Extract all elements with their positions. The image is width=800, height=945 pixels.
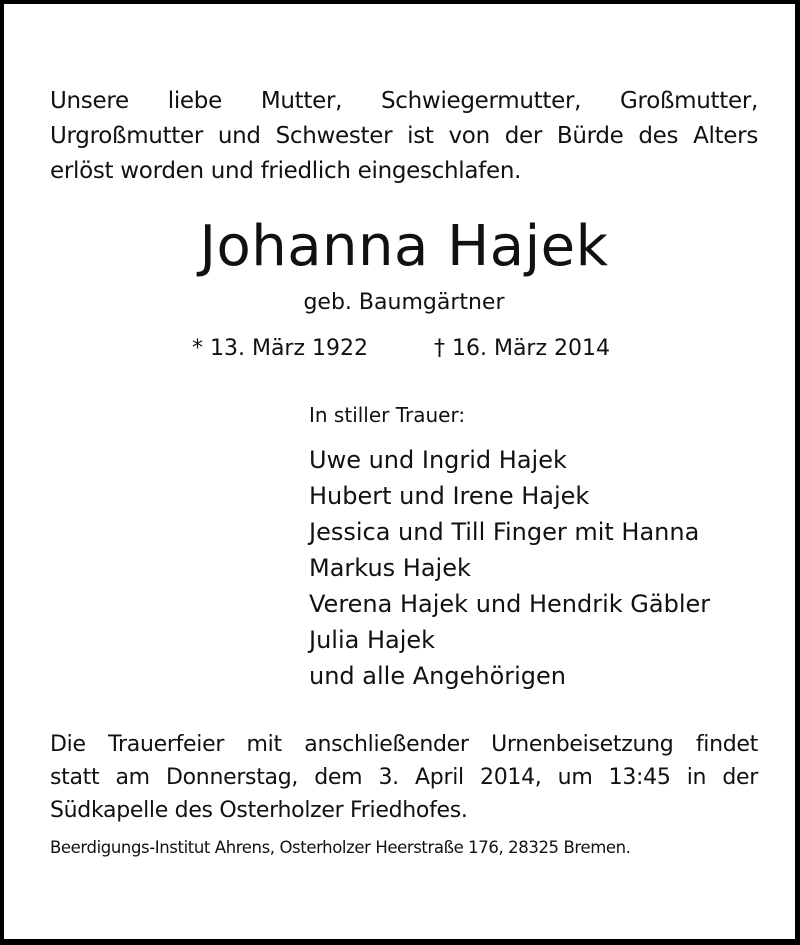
intro-line: Urgroßmutter und Schwester ist von der Bürde des Alters (50, 123, 758, 149)
death-date: † 16. März 2014 (434, 336, 611, 361)
intro-line: Unsere liebe Mutter, Schwiegermutter, Großmutter, (50, 88, 758, 114)
birth-date: * 13. März 1922 (192, 336, 369, 361)
intro-paragraph (50, 84, 758, 189)
mourning-label: In stiller Trauer: (309, 403, 466, 427)
maiden-name: geb. Baumgärtner (303, 290, 505, 315)
mourner-item: Hubert und Irene Hajek (309, 482, 590, 510)
mourners-list (309, 442, 710, 694)
undertaker-info: Beerdigungs-Institut Ahrens, Osterholzer Heerstraße 176, 28325 Bremen. (50, 838, 631, 857)
intro-line: erlöst worden und friedlich eingeschlafen. (50, 158, 522, 184)
mourner-item: Julia Hajek (309, 626, 436, 654)
deceased-name: Johanna Hajek (199, 214, 609, 279)
mourner-item: Uwe und Ingrid Hajek (309, 446, 567, 474)
mourner-item: Markus Hajek (309, 554, 471, 582)
ceremony-paragraph (50, 728, 758, 827)
mourner-item: Jessica und Till Finger mit Hanna (309, 518, 700, 546)
mourner-item: und alle Angehörigen (309, 662, 566, 690)
ceremony-line: Südkapelle des Osterholzer Friedhofes. (50, 798, 468, 823)
mourner-item: Verena Hajek und Hendrik Gäbler (309, 590, 711, 618)
ceremony-line: Die Trauerfeier mit anschließender Urnenbeisetzung findet (50, 732, 758, 757)
ceremony-line: statt am Donnerstag, dem 3. April 2014, um 13:45 in der (50, 765, 758, 790)
